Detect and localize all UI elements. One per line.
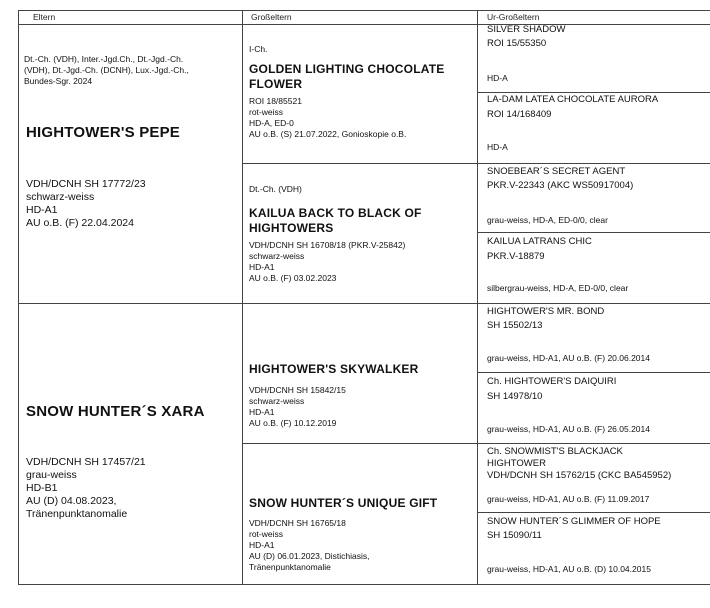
- gp2-detail-line: VDH/DCNH SH 16708/18 (PKR.V-25842): [249, 240, 406, 250]
- gp2-detail-line: HD-A1: [249, 262, 275, 272]
- ggp-divider-1: [477, 92, 710, 93]
- gp2-name-line: HIGHTOWERS: [249, 221, 334, 235]
- gp3-detail-line: schwarz-weiss: [249, 396, 305, 406]
- ggp3-name: [487, 166, 633, 192]
- gp2-name: [249, 206, 475, 236]
- gp1-details: [249, 96, 406, 140]
- sire-title-line: (VDH), Dt.-Jgd.-Ch. (DCNH), Lux.-Jgd.-Ch.,: [24, 65, 189, 75]
- gp1-detail-line: ROI 18/85521: [249, 96, 302, 106]
- ggp1-name-line: ROI 15/55350: [487, 38, 547, 49]
- ggp-divider-3: [477, 372, 710, 373]
- gp1-detail-line: rot-weiss: [249, 107, 284, 117]
- ggp1-name: [487, 24, 565, 50]
- ggp6-name: [487, 376, 616, 403]
- gp3-detail-line: HD-A1: [249, 407, 275, 417]
- sire-detail-line: AU o.B. (F) 22.04.2024: [26, 217, 134, 229]
- left-border: [18, 10, 19, 584]
- sire-detail-line: schwarz-weiss: [26, 191, 95, 203]
- gp1-detail-line: AU o.B. (S) 21.07.2022, Gonioskopie o.B.: [249, 129, 407, 139]
- ggp3-name-line: SNOEBEAR´S SECRET AGENT: [487, 166, 626, 177]
- gp3-details: [249, 385, 346, 429]
- gp2-name-line: KAILUA BACK TO BLACK OF: [249, 206, 422, 220]
- bottom-border: [18, 584, 710, 585]
- sire-details: [26, 178, 146, 230]
- dam-name: SNOW HUNTER´S XARA: [26, 403, 205, 420]
- ggp3-health: grau-weiss, HD-A, ED-0/0, clear: [487, 215, 608, 225]
- ggp-divider-4: [477, 512, 710, 513]
- header-great-grandparents: Ur-Großeltern: [487, 12, 540, 22]
- sire-title-line: Dt.-Ch. (VDH), Inter.-Jgd.Ch., Dt.-Jgd.-Ch.: [24, 54, 184, 64]
- ggp4-name-line: PKR.V-18879: [487, 251, 545, 262]
- gp3-name: [249, 362, 475, 377]
- gp2-detail-line: AU o.B. (F) 03.02.2023: [249, 273, 337, 283]
- sire-title-line: Bundes-Sgr. 2024: [24, 76, 93, 86]
- dam-detail-line: HD-B1: [26, 482, 58, 494]
- ggp8-name-line: SNOW HUNTER´S GLIMMER OF HOPE: [487, 516, 661, 527]
- ggp4-name: [487, 236, 592, 263]
- gp1-title: I-Ch.: [249, 44, 268, 54]
- gp-divider-2: [242, 443, 710, 444]
- gp4-detail-line: AU (D) 06.01.2023, Distichiasis,: [249, 551, 370, 561]
- ggp6-name-line: SH 14978/10: [487, 391, 543, 402]
- gp4-detail-line: Tränenpunktanomalie: [249, 562, 331, 572]
- col-divider-1: [242, 10, 243, 584]
- ggp7-name-line: VDH/DCNH SH 15762/15 (CKC BA545952): [487, 470, 672, 481]
- ggp7-name: [487, 446, 671, 482]
- ggp7-name-line: Ch. SNOWMIST'S BLACKJACK: [487, 446, 623, 457]
- dam-detail-line: grau-weiss: [26, 469, 77, 481]
- ggp8-health: grau-weiss, HD-A1, AU o.B. (D) 10.04.2015: [487, 564, 651, 574]
- gp4-name-line: SNOW HUNTER´S UNIQUE GIFT: [249, 496, 438, 510]
- ggp7-health: grau-weiss, HD-A1, AU o.B. (F) 11.09.2017: [487, 494, 650, 504]
- gp1-name: [249, 62, 475, 92]
- gp2-title: Dt.-Ch. (VDH): [249, 184, 302, 194]
- ggp2-name-line: LA-DAM LATEA CHOCOLATE AURORA: [487, 94, 659, 105]
- dam-details: [26, 456, 146, 521]
- gp4-detail-line: rot-weiss: [249, 529, 284, 539]
- header-grandparents: Großeltern: [251, 12, 292, 22]
- ggp5-health: grau-weiss, HD-A1, AU o.B. (F) 20.06.2014: [487, 353, 650, 363]
- col-divider-2: [477, 10, 478, 584]
- gp3-detail-line: VDH/DCNH SH 15842/15: [249, 385, 346, 395]
- ggp4-name-line: KAILUA LATRANS CHIC: [487, 236, 592, 247]
- dam-detail-line: VDH/DCNH SH 17457/21: [26, 456, 146, 468]
- ggp7-name-line: HIGHTOWER: [487, 458, 546, 469]
- sire-titles: [24, 54, 240, 87]
- ggp5-name: [487, 306, 604, 332]
- gp4-name: [249, 496, 475, 511]
- ggp1-name-line: SILVER SHADOW: [487, 24, 566, 35]
- sire-name: HIGHTOWER'S PEPE: [26, 124, 181, 141]
- ggp1-health: HD-A: [487, 73, 508, 83]
- sire-detail-line: HD-A1: [26, 204, 58, 216]
- gp-divider-1: [242, 163, 710, 164]
- ggp3-name-line: PKR.V-22343 (AKC WS50917004): [487, 180, 634, 191]
- gp4-details: [249, 518, 369, 573]
- dam-detail-line: Tränenpunktanomalie: [26, 508, 128, 520]
- ggp6-name-line: Ch. HIGHTOWER'S DAIQUIRI: [487, 376, 617, 387]
- dam-detail-line: AU (D) 04.08.2023,: [26, 495, 117, 507]
- gp2-detail-line: schwarz-weiss: [249, 251, 305, 261]
- sire-dam-divider: [18, 303, 710, 304]
- ggp2-name-line: ROI 14/168409: [487, 109, 552, 120]
- ggp5-name-line: SH 15502/13: [487, 320, 543, 331]
- gp2-details: [249, 240, 405, 284]
- sire-detail-line: VDH/DCNH SH 17772/23: [26, 178, 146, 190]
- ggp-divider-2: [477, 232, 710, 233]
- header-parents: Eltern: [33, 12, 56, 22]
- ggp8-name: [487, 516, 661, 542]
- gp1-detail-line: HD-A, ED-0: [249, 118, 294, 128]
- ggp6-health: grau-weiss, HD-A1, AU o.B. (F) 26.05.2014: [487, 424, 650, 434]
- ggp2-health: HD-A: [487, 142, 508, 152]
- header-top-border: [18, 10, 710, 11]
- ggp2-name: [487, 94, 658, 121]
- gp3-name-line: HIGHTOWER'S SKYWALKER: [249, 362, 419, 376]
- gp4-detail-line: HD-A1: [249, 540, 275, 550]
- gp1-name-line: GOLDEN LIGHTING CHOCOLATE: [249, 62, 445, 76]
- gp1-name-line: FLOWER: [249, 77, 303, 91]
- gp4-detail-line: VDH/DCNH SH 16765/18: [249, 518, 346, 528]
- gp3-detail-line: AU o.B. (F) 10.12.2019: [249, 418, 337, 428]
- ggp8-name-line: SH 15090/11: [487, 530, 542, 541]
- ggp4-health: silbergrau-weiss, HD-A, ED-0/0, clear: [487, 283, 629, 293]
- header-bottom-border: [18, 24, 710, 25]
- ggp5-name-line: HIGHTOWER'S MR. BOND: [487, 306, 605, 317]
